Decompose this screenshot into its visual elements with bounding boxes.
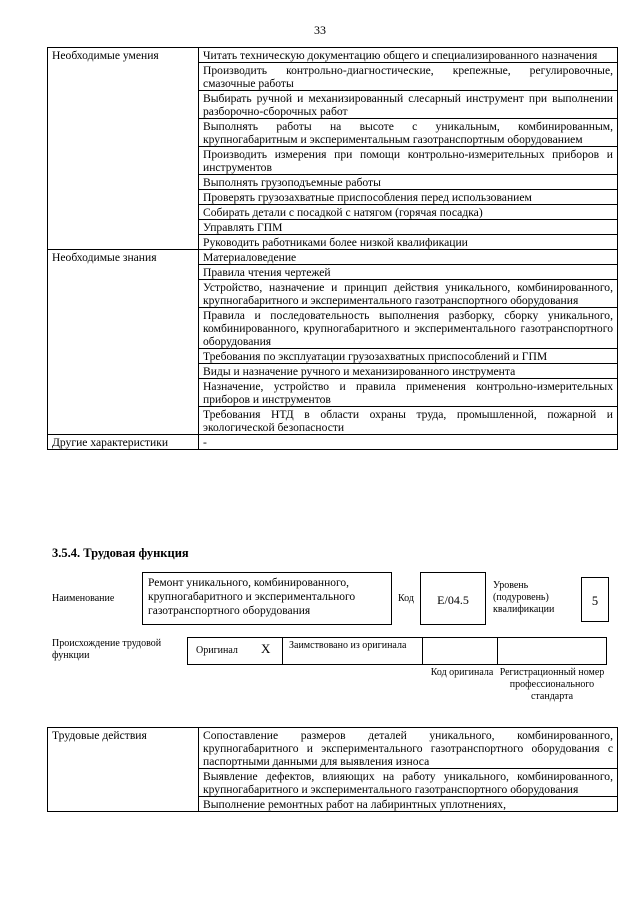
borrowed-label: Заимствовано из оригинала: [289, 640, 407, 651]
borrowed-cell: [282, 638, 422, 664]
table-row: [48, 250, 618, 265]
original-mark: X: [261, 641, 271, 656]
table-row: [48, 728, 618, 769]
function-code-box: Е/04.5: [420, 572, 486, 625]
requirements-table: [47, 47, 618, 450]
action-item: Выполнение ремонтных работ на лабиринтных уплотнениях,: [199, 797, 618, 812]
knowledge-label: Необходимые знания: [48, 250, 199, 435]
table-row: [48, 435, 618, 450]
knowledge-item: Устройство, назначение и принцип действия уникального, комбинированного, крупногабаритного и экспериментального газотранспортного оборудования: [199, 280, 618, 308]
reg-number-cell: [497, 638, 607, 664]
skill-item: Руководить работниками более низкой квалификации: [199, 235, 618, 250]
original-cell: [187, 638, 282, 664]
code-original-cell: [422, 638, 497, 664]
level-label: Уровень (подуровень) квалификации: [493, 580, 555, 615]
other-value: -: [199, 435, 618, 450]
knowledge-item: Требования НТД в области охраны труда, промышленной, пожарной и экологической безопасности: [199, 407, 618, 435]
origin-label: Происхождение трудовой функции: [52, 638, 162, 661]
skills-label: Необходимые умения: [48, 48, 199, 250]
table-row: [48, 48, 618, 63]
knowledge-item: Правила чтения чертежей: [199, 265, 618, 280]
original-label: Оригинал: [196, 645, 238, 656]
knowledge-item: Виды и назначение ручного и механизированного инструмента: [199, 364, 618, 379]
actions-label: Трудовые действия: [48, 728, 199, 812]
skill-item: Собирать детали с посадкой с натягом (горячая посадка): [199, 205, 618, 220]
action-item: Сопоставление размеров деталей уникального, комбинированного, крупногабаритного и экспериментального газотранспортного оборудования с паспортными данными для выявления износа: [199, 728, 618, 769]
page-number: 33: [314, 23, 326, 37]
section-title: 3.5.4. Трудовая функция: [52, 546, 189, 560]
skill-item: Производить измерения при помощи контрольно-измерительных приборов и инструментов: [199, 147, 618, 175]
skill-item: Выполнять грузоподъемные работы: [199, 175, 618, 190]
origin-row: [187, 637, 607, 665]
function-name-box: Ремонт уникального, комбинированного, крупногабаритного и экспериментального газотранспортного оборудования: [142, 572, 392, 625]
skill-item: Производить контрольно-диагностические, крепежные, регулировочные, смазочные работы: [199, 63, 618, 91]
knowledge-item: Требования по эксплуатации грузозахватных приспособлений и ГПМ: [199, 349, 618, 364]
code-original-caption: Код оригинала: [430, 667, 494, 678]
code-label: Код: [398, 593, 414, 604]
skill-item: Проверять грузозахватные приспособления перед использованием: [199, 190, 618, 205]
knowledge-item: Правила и последовательность выполнения разборку, сборку уникального, комбинированного, крупногабаритного и экспериментального газотранспортного оборудования: [199, 308, 618, 349]
knowledge-item: Материаловедение: [199, 250, 618, 265]
skill-item: Выполнять работы на высоте с уникальным, комбинированным, крупногабаритным и экспериментальным газотранспортным оборудованием: [199, 119, 618, 147]
reg-number-caption: Регистрационный номер профессионального стандарта: [499, 667, 605, 702]
skill-item: Выбирать ручной и механизированный слесарный инструмент при выполнении разборочно-сборочных работ: [199, 91, 618, 119]
knowledge-item: Назначение, устройство и правила применения контрольно-измерительных приборов и инструментов: [199, 379, 618, 407]
other-label: Другие характеристики: [48, 435, 199, 450]
name-label: Наименование: [52, 593, 115, 604]
skill-item: Читать техническую документацию общего и специализированного назначения: [199, 48, 618, 63]
level-box: 5: [581, 577, 609, 622]
skill-item: Управлять ГПМ: [199, 220, 618, 235]
actions-table: [47, 727, 618, 812]
action-item: Выявление дефектов, влияющих на работу уникального, комбинированного, крупногабаритного и экспериментального газотранспортного оборудования: [199, 769, 618, 797]
